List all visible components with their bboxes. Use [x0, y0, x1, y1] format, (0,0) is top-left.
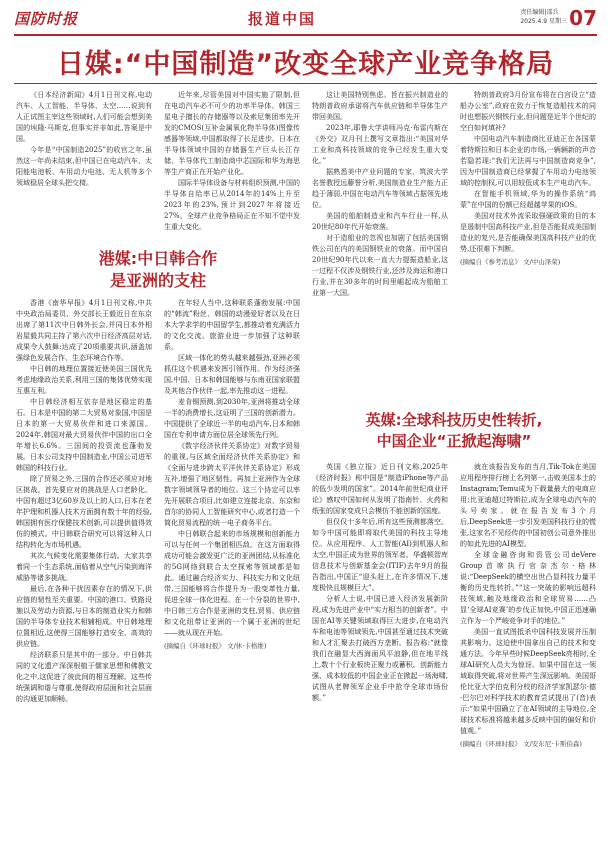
article1-paragraph: 特朗普政府3月份宣布将在白宫设立“造船办公室”,政府在致力于恢复造船技术的同时也想振兴钢铁行业,但问题是近半个世纪的空白如何填补?: [460, 91, 596, 132]
article1-paragraph: 2023年,耶鲁大学讲师冯克·布雷内斯在《外交》双月刊上撰写文章指出:“美国对华工业和高科技领域的竞争已经发生重大变化。”: [312, 124, 448, 165]
article1-paragraph: 美国的船舶制造业和汽车行业一样,从20世纪80年代开始衰落。: [312, 212, 448, 231]
article2-headline-line1: 港媒:中日韩合作: [98, 249, 218, 268]
article2-paragraph: 中日韩的地理位置接近使美国三国优先考虑地缘政治关系,利用三国的集体优势实现互惠互利。: [16, 365, 152, 395]
masthead-logo: 国防时报: [14, 10, 79, 28]
article2-paragraph: 中日韩经济相互依存是地区稳定的基石。日本是中国的第二大贸易对象国,中国是日本的第一大贸易伙伴和进口来源国。2024年,韩国对最大贸易伙伴中国的出口全年增长6.6%。三国间的投资流也蓬勃发展。日本公司支持中国制造业,中国公司进军韩国的科技行业。: [16, 398, 152, 472]
article1-paragraph: 据熟悉美中产业问题的专家、筑波大学名誉教授远藤誉分析,美国制造业生产能力正趋于薄弱,中国在电动汽车等领域占据领先地位。: [312, 168, 448, 209]
article2-paragraph: 香港《南华早报》4月1日刊文称,中共中央政治局委员、外交部长王毅近日在东京出席了第11次中日韩外长会,并同日本外相岩屋毅共同主持了第六次中日经济高层对话,成果令人鼓舞:达成了20项重要共识,涵盖加强绿色发展合作、生态环境合作等。: [16, 299, 152, 362]
page-number: 07: [569, 6, 597, 30]
article2-paragraph: 在年轻人当中,这种联系蓬勃发展:中国的“韩流”粉丝、韩国的动漫爱好者以及在日本大学求学的中国留学生,都推动着充满活力的文化交流。旅游业进一步加强了这种联系。: [164, 299, 300, 351]
article1-paragraph: 今年是“中国制造2025”的收官之年,虽然这一年尚未结束,但中国已在电动汽车、太阳能电池板、车用动力电池、无人机等多个领域稳居全球头把交椅。: [16, 146, 152, 187]
article2-headline-line2: 是亚洲的支柱: [109, 271, 206, 290]
article3-headline-line1: 英媒:全球科技历史性转折,: [365, 411, 543, 429]
section-title: 报道中国: [248, 10, 317, 28]
main-headline: 日媒:“中国制造”改变全球产业竞争格局: [56, 49, 555, 80]
article3-column-1: [312, 462, 448, 833]
article3-paragraph: 但仅仅十多年后,所有这些预测都落空。如今中国可能即将取代美国的科技主导地位。从应用程序、人工智能(AI)到机器人和太空,中国正成为世界的领军者。华盛顿智库信息技术与创新基金会(ITIF)去年9月的报告指出,中国正“迎头赶上,在许多情况下,速度极快且规模巨大”。: [312, 518, 448, 592]
article1-paragraph: 《日本经济新闻》4月1日刊文称,电动汽车、人工智能、半导体、太空……说到有人正试图主宰这些领域时,人们可能会想到美国的埃隆·马斯克,但事实并非如此,答案是中国。: [16, 91, 152, 143]
article2-headline: [16, 248, 300, 292]
article2-paragraph: 《数字经济伙伴关系协定》对数字贸易的重视,与区域全面经济伙伴关系协定》和《全面与进步跨太平洋伙伴关系协定》形成互补,增强了地区韧性。再加上亚洲作为全球数字领域领导者的地位。这三个协定可以率先开展联合项目,比如建立连接北京、东京和首尔的协同人工智能研究中心,或者打造一个简化贸易流程的统一电子商务平台。: [164, 442, 300, 527]
article1-paragraph: 国际半导体设备与材料组织预测,中国的半导体自给率已从2014年的14%上升至2023年的23%,预计到2027年将接近27%。全球产业竞争格局正在不知不觉中发生重大变化。: [164, 179, 300, 231]
article2-paragraph: 经济联系只是其中的一部分。中日韩共同的文化遗产深深根植于儒家思想和佛教文化之中,这促进了彼此间的相互理解。这些传统强调和谐与尊重,使得政府层面和社会层面的沟通更加顺畅。: [16, 651, 152, 703]
article2-paragraph: 最后,在各种干扰因素存在的情况下,供应链的韧性至关重要。中国的港口、铁路设施以及劳动力资源,与日本的制造业实力和韩国的半导体专业技术相辅相成。中日韩地理位置相近,这使得三国能够打造安全、高效的供应链。: [16, 585, 152, 648]
article2-paragraph: 除了贸易之外,三国的合作还必须应对地区挑战。首先要应对的挑战是人口老龄化。中国有超过3亿60岁及以上的人口,日本在老年护理和机器人技术方面拥有数十年的经验,韩国拥有医疗保健技术创新,可以提供值得效仿的模式。中日韩联合研究可以将这种人口结构转化为市场机遇。: [16, 475, 152, 549]
issue-meta: [520, 8, 567, 26]
page-header: [14, 6, 597, 36]
article1-paragraph: 在智能手机领域,华为的操作系统“鸿蒙”在中国的份额已经超越苹果的iOS。: [460, 190, 596, 209]
article2-paragraph: 麦肯锡预测,到2030年,亚洲将推动全球一半的消费增长,这证明了三国的创新潜力。中国提供了全球近一半的电动汽车,日本和韩国在专利申请方面位居全球领先行列。: [164, 398, 300, 439]
date-line: 2025.4.9 星期三: [520, 18, 567, 25]
article1-credit: (摘编自《参考消息》 文/中山泽荣): [460, 258, 561, 266]
article3-paragraph: 就在该报告发布的当月,Tik-Tok在美国应用程序排行榜上名列第一,击败美国本土的Instagram;Temu成为下载量最大的电商应用;比亚迪超过特斯拉,成为全球电动汽车的头号卖家。就在报告发布3个月后,DeepSeek进一步引发美国科技行业的慌张,这家名不见经传的中国初创公司意外推出的如此先进的AI模型。: [460, 463, 596, 548]
article1-paragraph: 这让美国特别焦虑。旨在振兴制造业的特朗普政府承诺将汽车供应链和半导体生产带回美国。: [312, 91, 448, 121]
article1-paragraph: 中国电动汽车制造商比亚迪正在各国蒙着特斯拉和日本企业的市场,一辆辆新的声音若隐若现:“我们无法再与中国制造商竞争”,因为中国制造商已经掌握了车用动力电池领域的控制权,可以用较低成本生产电动汽车。: [460, 135, 596, 187]
editor-line: 责任编辑|邵兵: [520, 9, 559, 16]
article2-column-2: [164, 298, 300, 833]
article2-column-1: [16, 298, 152, 833]
article2-paragraph: 其次,气候变化需要集体行动。大家共享着同一个生态系统,面临着从空气污染到海洋威胁等诸多挑战。: [16, 552, 152, 582]
article2-paragraph: 区域一体化的势头越来越强劲,亚洲必须抓住这个机遇来发挥引领作用。作为经济强国,中国、日本和韩国能够与东南亚国家联盟及其他合作伙伴一起,率先推动这一进程。: [164, 354, 300, 395]
article1-paragraph: 对于造船业的忽视也加剧了包括美国钢铁公司在内的美国钢铁业的衰落。而中国自20世纪90年代以来一直大力提振造船业,这一过程不仅涉及钢铁行业,还涉及海运和港口行业,并在30多年的时间里崛起成为船舶工业第一大国。: [312, 234, 448, 297]
article2-credit: (摘编自《环球时报》 文/休·卡格维): [164, 642, 267, 650]
article1-paragraph: 近年来,尽管美国对中国实施了限制,但在电动汽车必不可少的功率半导体、韩国三星电子擅长的存储器等以及索尼集团率先开发的CMOS(互补金属氧化物半导体)图像传感器等领域,中国都取得了长足进步。日本在半导体领域中国的存储器生产巨头长江存储、半导体代工制造商中芯国际和华为海思等生产商正在开始产业化。: [164, 91, 300, 176]
article2-paragraph: 中日韩联合起来的市场规模和创新能力可以与任何一个集团相匹敌。在这方面取得成功可能会激发更广泛的亚洲团结,从标准化的5G网络到联合太空探索等领域都是如此。通过融合经济实力、科技实力和文化纽带,三国能够将合作提升为一股变革性力量,促进全球一体化进程。在一个分裂的世界中,中日韩三方合作是亚洲的支柱,贸易、供应链和文化纽带让亚洲的一个属于亚洲的世纪——就从现在开始。: [164, 530, 300, 637]
headline-divider: [14, 83, 597, 84]
article3-credit: (摘编自《环球时报》 文/安东尼·卡斯伯森): [460, 740, 582, 748]
article3-headline: [312, 410, 596, 452]
article3-paragraph: 全球金融咨询和资管公司deVere Group首席执行官奈杰尔·格林说:“DeepSeek的横空出世凸显科技力量平衡的历史性转折。”“这一突破的影响远超科技领域,触及地缘政治和全球贸易……凸显‘全球AI竞赛’的步伐正加快,中国正迅速确立作为一个严峻竞争对手的地位。”: [460, 551, 596, 625]
article3-headline-line2: 中国企业“正掀起海啸”: [376, 432, 532, 450]
article1-column-1: [16, 90, 152, 240]
article3-column-2: [460, 462, 596, 833]
article3-paragraph: 分析人士说,中国已进入经济发展新阶段,成为先进产业中“实力相当的创新者”。中国在AI等关键领域取得巨大进步,在电动汽车和电池等领域领先,中国甚至通过技术突破和人才汇聚去打破西方垄断。报告称:“就像我们在融显大西海面风平浪静,但在地平线上,数十个行业板块正聚力或蓄积。创新能力强、成本较低的中国企业正在掀起一场海啸,试图从老牌领军企业手中抢夺全球市场份额。”: [312, 595, 448, 702]
article1-paragraph: 美国对技术外流采取强硬政策的目的本是遏制中国高科技产业,但是否能促成美国制造业的复兴,是否能确保美国高科技产业的优势,还很难下判断。: [460, 212, 596, 253]
article3-paragraph: 英国《独立报》近日刊文称,2025年《经济时报》称中国是“制造iPhone等产品的低少发明的国家”。2014年前世纪商业评论》感叹中国如何从发明了指南针、火药和纸张的国家变成只会模仿不能创新的国度。: [312, 463, 448, 515]
article1-column-3: [312, 90, 448, 390]
article1-column-4: [460, 90, 596, 390]
article3-paragraph: 美国一直试图抵杀中国科技发展并压制其影响力。这迫使中国拿出自己的技术和变通方法。今年早些时候DeepSeek亮相时,全球AI研究人员大为惊讶。如果中国在这一领域取得突破,将对世界产生深远影响。美国哥伦比亚大学伯克利分校的经济学家凯瑟尔·德·巴尔巴对科学技术的教育尝试提出了(音)表示:“如果中国确立了在AI领域的主导地位,全球技术标准将越来越多反映中国的偏好和价值观。”: [460, 628, 596, 735]
